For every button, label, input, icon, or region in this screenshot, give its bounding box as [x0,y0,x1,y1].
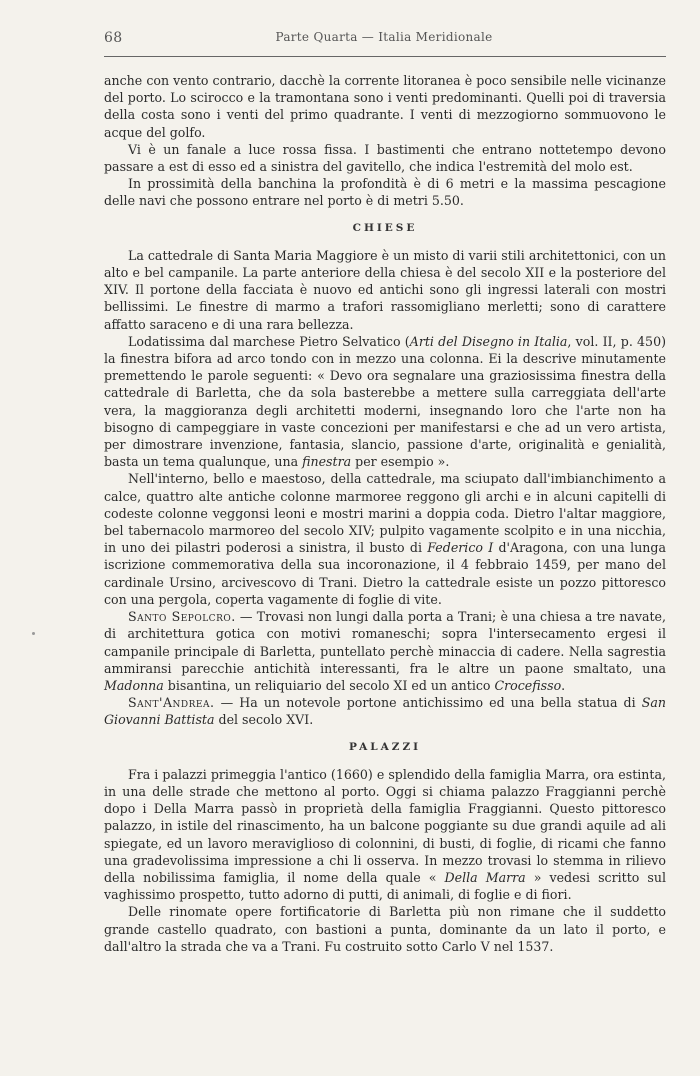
paragraph-porto-2: Vi è un fanale a luce rossa fissa. I bastimenti che entrano nottetempo devono passare a est di esso ed a sinistra del gavitello, che indica l'estremità del molo est. [104,141,666,175]
text-run: del secolo XVI. [214,712,314,728]
text-run: Fra i palazzi primeggia l'antico (1660) e splendido della famiglia Marra, ora estinta, in una delle strade che mettono al porto. Oggi si chiama palazzo Fraggianni perchè dopo i Della Marra passò in proprietà della famiglia Fraggianni. Questo pittoresco palazzo, in istile del rinascimento, ha un balcone poggiante su due grandi aquile ad ali spiegate, ed un lavoro meraviglioso di colonnini, di busti, di foglie, di ricami che fanno una gradevolissima impressione a chi li osserva. In mezzo trovasi lo stemma in rilievo della nobilissima famiglia, il nome della quale « [104,766,666,885]
paragraph-santo-sepolcro [104,608,666,694]
italic-word: Madonna [104,677,164,693]
page-header [104,30,664,52]
text-run: per esempio ». [351,454,450,470]
scan-speck [32,632,35,635]
page-number: 68 [104,30,123,46]
text-run: Lodatissima dal marchese Pietro Selvatico ( [128,333,410,349]
text-run: Nell'interno, bello e maestoso, della cattedrale, ma sciupato dall'imbianchimento a calce, quattro alte antiche colonne marmoree reggono gli archi e in alcuni capitelli di codeste colonne veggonsi leoni e mostri marini a doppia coda. Dietro l'altar maggiore, bel tabernacolo marmoreo del secolo XIV; pulpito vagamente scolpito e in una nicchia, in uno dei pilastri poderosi a sinistra, il busto di [104,471,666,556]
text-run: . [561,677,566,693]
paragraph-castello: Delle rinomate opere fortificatorie di Barletta più non rimane che il suddetto grande castello quadrato, con bastioni a punta, dominante da un lato il porto, e dall'altro la strada che va a Trani. Fu costruito sotto Carlo V nel 1537. [104,904,666,954]
paragraph-palazzo-marra [104,766,666,904]
running-title: Parte Quarta — Italia Meridionale [275,30,493,44]
italic-name: Federico I [427,540,494,556]
citation-title: Arti del Disegno in Italia [409,333,568,349]
text-run: » vedesi scritto sul vaghissimo prospetto, tutto adorno di putti, di animali, di foglie e di fiori. [104,869,667,903]
section-heading-palazzi: PALAZZI [348,740,422,753]
italic-name: San Giovanni Battista [104,695,666,728]
text-run: d'Aragona, con una lunga iscrizione commemorativa della sua incoronazione, il 4 febbraio 1459, per mano del cardinale Ursino, arcivescovo di Trani. Dietro la cattedrale esiste un pozzo pittoresco con una pergola, coperta vagamente di foglie di vite. [104,540,666,607]
section-heading-chiese: CHIESE [352,221,418,234]
entry-title: Santo Sepolcro. [128,609,236,625]
paragraph-finestra-bifora [104,333,666,471]
paragraph-cattedrale: La cattedrale di Santa Maria Maggiore è un misto di varii stili architettonici, con un alto e bel campanile. La parte anteriore della chiesa è del secolo XII e la posteriore del XIV. Il portone della facciata è nuovo ed antichi sono gli ingressi laterali con mostri bellissimi. Le finestre di marmo a trafori rassomigliano merletti; sono di carattere affatto saraceno e di una rara bellezza. [104,247,666,332]
italic-word: Crocefisso [494,677,562,693]
text-run: — Trovasi non lungi dalla porta a Trani; è una chiesa a tre navate, di architettura gotica con motivi romaneschi; sopra l'intersecamento ergesi il campanile principale di Barletta, puntellato perchè minaccia di cadere. Nella sagrestia ammiransi parecchie antichità interessanti, fra le altre un paone smaltato, una [104,609,666,676]
text-run: bisantina, un reliquiario del secolo XI ed un antico [163,677,495,693]
italic-name: Della Marra [444,869,526,885]
text-run: — Ha un notevole portone antichissimo ed una bella statua di [214,695,642,711]
page-body [104,72,666,955]
italic-word: finestra [302,454,352,470]
paragraph-porto-1: anche con vento contrario, dacchè la corrente litoranea è poco sensibile nelle vicinanze del porto. Lo scirocco e la tramontana sono i venti predominanti. Quelli poi di traversia della costa sono i venti del primo quadrante. I venti di mezzogiorno sommuovono le acque del golfo. [104,73,666,140]
paragraph-sant-andrea [104,694,666,728]
header-rule [104,56,666,57]
text-run: , vol. II, p. 450) la finestra bifora ad arco tondo con in mezzo una colonna. Ei la descrive minutamente premettendo le parole seguenti: « Devo ora segnalare una graziosissima finestra della cattedrale di Barletta, che da sola basterebbe a mettere sulla carreggiata dell'arte vera, la maggioranza degli architetti moderni, insegnando loro che l'arte non ha bisogno di campeggiare in vaste concezioni per manifestarsi e che ad un vero artista, per dimostrare invenzione, fantasia, slancio, passione d'arte, originalità e genialità, basta un tema qualunque, una [104,333,666,470]
paragraph-interno [104,470,666,608]
paragraph-porto-3: In prossimità della banchina la profondità è di 6 metri e la massima pescagione delle navi che possono entrare nel porto è di metri 5.50. [104,176,666,209]
entry-title: Sant'Andrea. [128,695,215,711]
